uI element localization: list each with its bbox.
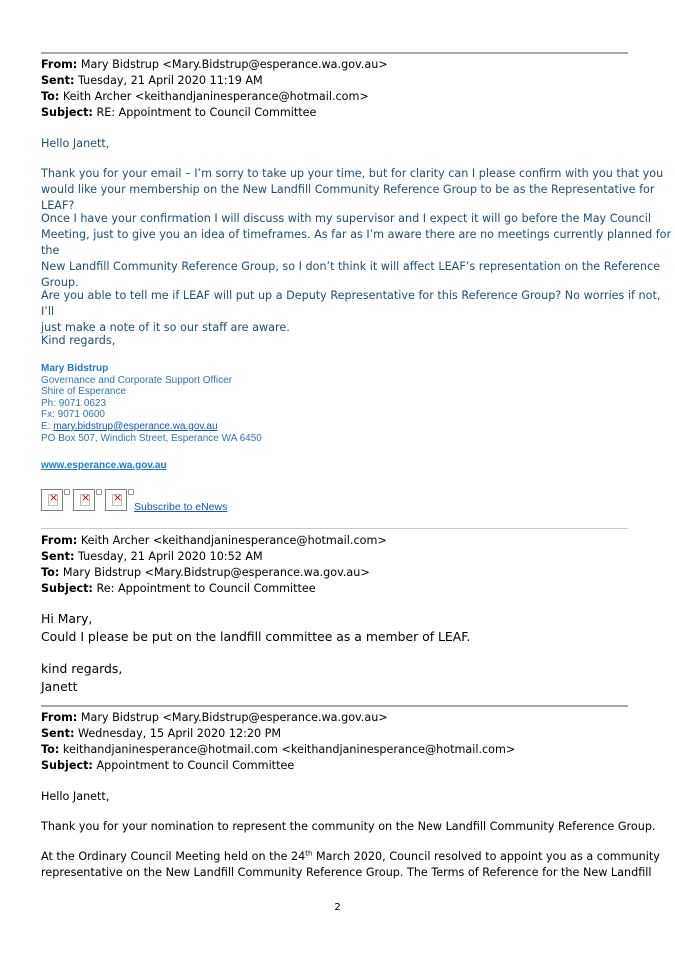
email1-from: From: Mary Bidstrup <Mary.Bidstrup@esperance.wa.gov.au> (41, 58, 388, 71)
broken-image-icon (41, 489, 63, 511)
email2-signoff: Janett (41, 679, 78, 694)
signature-email-line: E: mary.bidstrup@esperance.wa.gov.au (41, 420, 218, 432)
email2-closing: kind regards, (41, 661, 123, 676)
signature-title: Governance and Corporate Support Officer (41, 374, 233, 386)
broken-image-icon (105, 489, 127, 511)
email1-greeting: Hello Janett, (41, 137, 110, 150)
email1-to: To: Keith Archer <keithandjaninesperance@hotmail.com> (41, 90, 369, 103)
email1-paragraph-2: Once I have your confirmation I will discuss with my supervisor and I expect it will go before the May Council Meeting, just to give you an idea of timeframes. As far as I’m aware there are no meetings currently planned for the New Landfill Community Reference Group, so I don’t think it will affect LEAF’s representation on the Reference Group. (41, 212, 672, 289)
email3-subject: Subject: Appointment to Council Committee (41, 759, 295, 772)
email2-greeting: Hi Mary, (41, 611, 93, 626)
image-dot-icon (64, 489, 70, 495)
header-divider (41, 52, 628, 54)
email2-subject: Subject: Re: Appointment to Council Committee (41, 582, 316, 595)
signature-email-link[interactable]: mary.bidstrup@esperance.wa.gov.au (53, 420, 218, 432)
email1-sent: Sent: Tuesday, 21 April 2020 11:19 AM (41, 74, 263, 87)
email3-paragraph-2: At the Ordinary Council Meeting held on the 24th March 2020, Council resolved to appoint you as a community representative on the New Landfill Community Reference Group. The Terms of Reference for the New Landfill (41, 849, 660, 879)
signature-org: Shire of Esperance (41, 386, 127, 398)
email3-sent: Sent: Wednesday, 15 April 2020 12:20 PM (41, 727, 282, 740)
email3-from: From: Mary Bidstrup <Mary.Bidstrup@esperance.wa.gov.au> (41, 711, 388, 724)
email2-from: From: Keith Archer <keithandjaninesperance@hotmail.com> (41, 534, 387, 547)
page-number: 2 (334, 902, 341, 913)
email2-body: Could I please be put on the landfill committee as a member of LEAF. (41, 629, 471, 644)
email1-subject: Subject: RE: Appointment to Council Committee (41, 106, 317, 119)
broken-image-icon (73, 489, 95, 511)
email3-to: To: keithandjaninesperance@hotmail.com <keithandjaninesperance@hotmail.com> (41, 743, 516, 756)
email1-paragraph-3: Are you able to tell me if LEAF will put up a Deputy Representative for this Reference Group? No worries if not, I’ll just make a note of it so our staff are aware. (41, 289, 661, 334)
signature-fax: Fx: 9071 0600 (41, 409, 105, 421)
signature-block (41, 363, 262, 444)
image-dot-icon (96, 489, 102, 495)
signature-name: Mary Bidstrup (41, 363, 109, 374)
email3-paragraph-1: Thank you for your nomination to represent the community on the New Landfill Community Reference Group. (41, 820, 656, 833)
signature-address: PO Box 507, Windich Street, Esperance WA 6450 (41, 432, 262, 444)
email3-greeting: Hello Janett, (41, 790, 110, 803)
website-link[interactable]: www.esperance.wa.gov.au (41, 460, 167, 471)
subscribe-line (134, 502, 227, 514)
email2-to: To: Mary Bidstrup <Mary.Bidstrup@esperance.wa.gov.au> (41, 566, 370, 579)
subscribe-link[interactable]: Subscribe to eNews (134, 501, 228, 513)
website-line (41, 460, 167, 472)
signature-phone: Ph: 9071 0623 (41, 397, 107, 409)
email2-divider (41, 528, 628, 529)
email3-divider (41, 705, 628, 707)
email1-paragraph-1: Thank you for your email – I’m sorry to take up your time, but for clarity can I please confirm with you that you would like your membership on the New Landfill Community Reference Group to be as the Representative for LEAF? (41, 167, 664, 212)
image-dot-icon (128, 489, 134, 495)
email2-sent: Sent: Tuesday, 21 April 2020 10:52 AM (41, 550, 263, 563)
email1-closing: Kind regards, (41, 334, 116, 347)
